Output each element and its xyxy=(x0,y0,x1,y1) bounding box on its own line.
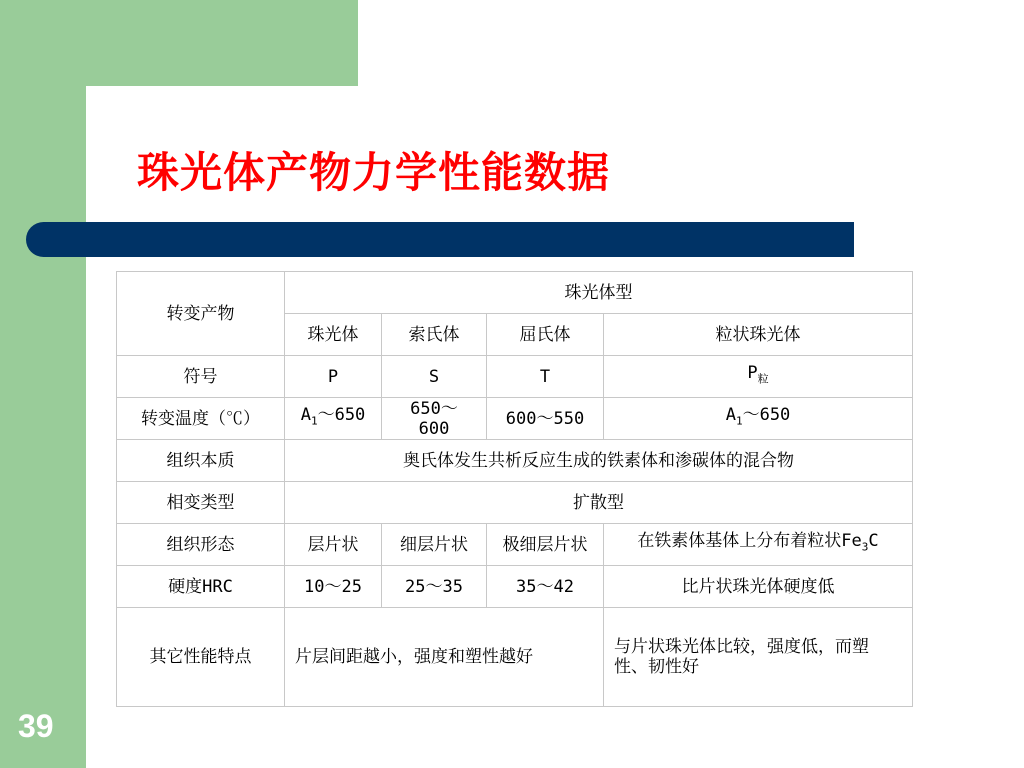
cell-morph-t: 极细层片状 xyxy=(487,524,604,566)
header-type-granular: 粒状珠光体 xyxy=(604,314,913,356)
header-group: 珠光体型 xyxy=(285,272,913,314)
pearlite-properties-table xyxy=(116,271,913,707)
row-label-phase: 相变类型 xyxy=(117,482,285,524)
cell-hard-p: 10～25 xyxy=(285,566,382,608)
table-row xyxy=(117,566,913,608)
table-row xyxy=(117,524,913,566)
cell-morph-p: 层片状 xyxy=(285,524,382,566)
cell-essence: 奥氏体发生共析反应生成的铁素体和渗碳体的混合物 xyxy=(285,440,913,482)
header-type-troostite: 屈氏体 xyxy=(487,314,604,356)
symbol-subscript: 粒 xyxy=(757,372,769,386)
cell-morph-s: 细层片状 xyxy=(382,524,487,566)
slide-title: 珠光体产物力学性能数据 xyxy=(137,148,611,197)
cell-hard-s: 25～35 xyxy=(382,566,487,608)
cell-hard-t: 35～42 xyxy=(487,566,604,608)
cell-temp-t: 600～550 xyxy=(487,398,604,440)
header-type-sorbite: 索氏体 xyxy=(382,314,487,356)
temp-p-rest: ～650 xyxy=(317,405,366,426)
row-label-symbol: 符号 xyxy=(117,356,285,398)
row-label-essence: 组织本质 xyxy=(117,440,285,482)
table-row xyxy=(117,398,913,440)
top-green-block xyxy=(0,0,358,86)
cell-symbol-t: T xyxy=(487,356,604,398)
cell-phase: 扩散型 xyxy=(285,482,913,524)
morph-g-pre: 在铁素体基体上分布着粒状Fe xyxy=(637,531,862,552)
cell-symbol-s: S xyxy=(382,356,487,398)
cell-other-lamellar: 片层间距越小，强度和塑性越好 xyxy=(285,608,604,707)
cell-temp-granular xyxy=(604,398,913,440)
row-label-hardness: 硬度HRC xyxy=(117,566,285,608)
header-product: 转变产物 xyxy=(117,272,285,356)
left-green-strip xyxy=(0,0,86,768)
temp-g-rest: ～650 xyxy=(742,405,791,426)
header-type-pearlite: 珠光体 xyxy=(285,314,382,356)
row-label-other: 其它性能特点 xyxy=(117,608,285,707)
row-label-morphology: 组织形态 xyxy=(117,524,285,566)
table-row xyxy=(117,608,913,707)
temp-p-sub: 1 xyxy=(310,414,318,428)
title-underline-bar xyxy=(26,222,854,257)
table-row xyxy=(117,356,913,398)
cell-symbol-granular xyxy=(604,356,913,398)
symbol-base: P xyxy=(747,363,758,384)
table-row xyxy=(117,272,913,314)
temp-p-base: A xyxy=(300,405,311,426)
cell-morph-granular xyxy=(604,524,913,566)
temp-g-base: A xyxy=(725,405,736,426)
table-row xyxy=(117,482,913,524)
cell-temp-p xyxy=(285,398,382,440)
temp-g-sub: 1 xyxy=(735,414,743,428)
morph-g-sub: 3 xyxy=(861,540,869,554)
morph-g-post: C xyxy=(868,531,879,552)
cell-other-granular: 与片状珠光体比较，强度低，而塑性、韧性好 xyxy=(604,608,913,707)
table-row xyxy=(117,440,913,482)
cell-hard-granular: 比片状珠光体硬度低 xyxy=(604,566,913,608)
cell-temp-s: 650～600 xyxy=(382,398,487,440)
row-label-temperature: 转变温度（℃） xyxy=(117,398,285,440)
cell-symbol-p: P xyxy=(285,356,382,398)
page-number: 39 xyxy=(18,708,54,744)
